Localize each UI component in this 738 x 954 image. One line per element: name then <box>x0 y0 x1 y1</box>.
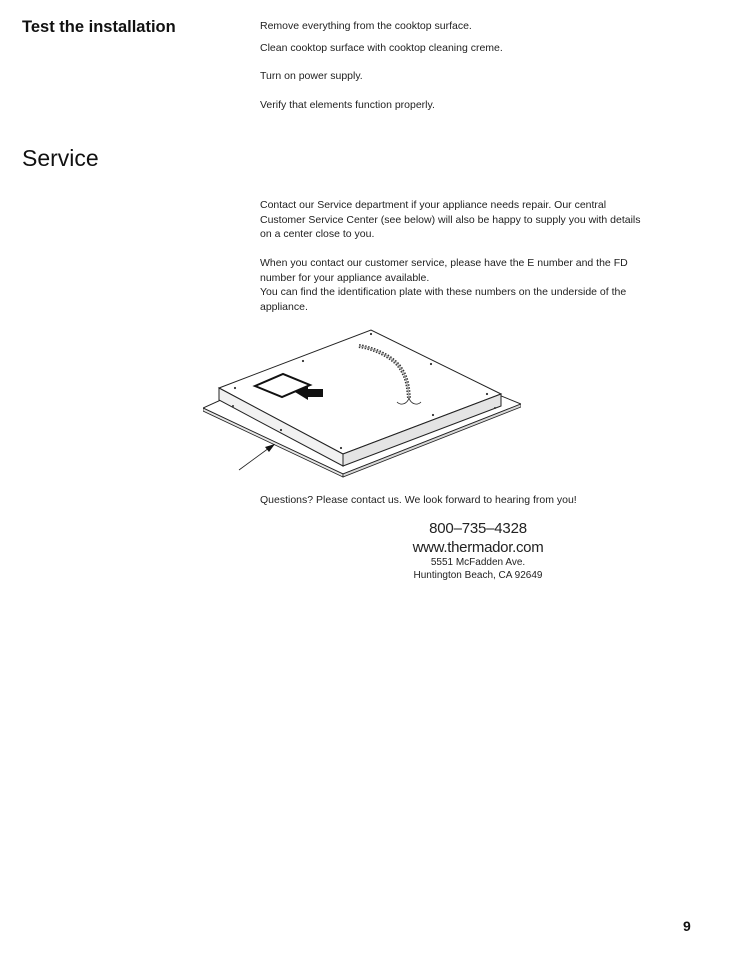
service-paragraph-2-line: When you contact our customer service, please have the E number and the FD <box>260 257 628 269</box>
service-website: www.thermador.com <box>412 539 544 556</box>
service-paragraph-1 <box>260 198 700 242</box>
install-step-1: Remove everything from the cooktop surface. <box>260 20 472 32</box>
service-paragraph-1-line: Contact our Service department if your appliance needs repair. Our central <box>260 199 607 211</box>
service-address-line-1: 5551 McFadden Ave. <box>430 557 526 568</box>
service-paragraph-2 <box>260 256 700 314</box>
page-number: 9 <box>683 918 691 934</box>
service-phone-number: 800–735–4328 <box>429 520 527 537</box>
install-step-4: Verify that elements function properly. <box>260 99 435 111</box>
service-paragraph-2-line: appliance. <box>260 300 308 313</box>
service-paragraph-1-line: on a center close to you. <box>260 228 375 240</box>
service-address-line-2: Huntington Beach, CA 92649 <box>413 570 543 581</box>
section-heading-test-installation: Test the installation <box>22 18 176 36</box>
service-paragraph-2-line: You can find the identification plate with these numbers on the underside of the <box>260 286 627 298</box>
section-heading-service: Service <box>22 145 99 171</box>
install-step-3: Turn on power supply. <box>260 70 363 82</box>
service-paragraph-2-line: number for your appliance available. <box>260 271 430 284</box>
install-step-2: Clean cooktop surface with cooktop cleaning creme. <box>260 42 503 54</box>
cooktop-underside-illustration <box>203 326 521 480</box>
service-paragraph-1-line: Customer Service Center (see below) will also be happy to supply you with details <box>260 213 641 226</box>
questions-text: Questions? Please contact us. We look forward to hearing from you! <box>260 494 577 506</box>
